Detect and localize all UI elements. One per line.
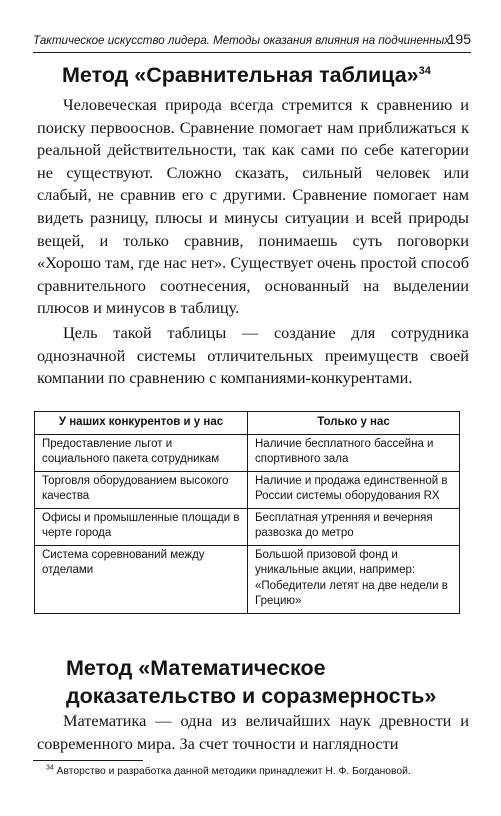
- running-head-title: Тактическое искусство лидера. Методы оказания влияния на подчиненных: [33, 34, 451, 47]
- footnote-text: Авторство и разработка данной методики принадлежит Н. Ф. Богдановой.: [53, 766, 411, 777]
- table-row: [35, 545, 460, 613]
- footnote-reference: 34: [418, 64, 431, 77]
- footnote-marker: 34: [46, 764, 54, 772]
- table-cell: Большой призовой фонд и уникальные акции, например: «Победители летят на две недели в Грецию»: [248, 545, 460, 613]
- comparison-table: [34, 411, 460, 614]
- table-row: [35, 508, 460, 545]
- header-divider: [33, 52, 471, 53]
- table-cell: Торговля оборудованием высокого качества: [35, 471, 248, 508]
- paragraph-mathematics: Математика — одна из величайших наук древности и современного мира. За счет точности и наглядности: [37, 711, 469, 753]
- table-cell: Офисы и промышленные площади в черте города: [35, 508, 248, 545]
- table-header-competitors-and-us: У наших конкурентов и у нас: [35, 412, 248, 435]
- table-cell: Бесплатная утренняя и вечерняя развозка до метро: [248, 508, 460, 545]
- table-header-row: [35, 412, 460, 435]
- section-heading-comparative-table: [62, 63, 431, 88]
- running-head: [33, 30, 471, 52]
- section-heading-math-proof: [66, 654, 436, 710]
- table-cell: Наличие и продажа единственной в России системы оборудования RX: [248, 471, 460, 508]
- footnote: [46, 766, 411, 777]
- table-cell: Предоставление льгот и социального пакета сотрудникам: [35, 434, 248, 471]
- table-cell: Система соревнований между отделами: [35, 545, 248, 613]
- section-heading-text: Метод «Сравнительная таблица»: [62, 63, 419, 87]
- section-heading-line: доказательство и соразмерность»: [66, 684, 437, 708]
- paragraph-intro: Человеческая природа всегда стремится к сравнению и поиску первооснов. Сравнение помогает нам приближаться к реальной действительности, так как сами по себе категории не существуют. Сложно сказать, сильный человек или слабый, не сравнив его с другими. Сравнение помогает нам видеть разницу, плюсы и минусы ситуации и всей природы вещей, и только сравнив, понимаешь суть поговорки «Хорошо там, где нас нет». Существует очень простой способ сравнительного соотнесения, основанный на выделении плюсов и минусов в таблицу.: [37, 95, 469, 318]
- table-header-only-us: Только у нас: [248, 412, 460, 435]
- footnote-divider: [33, 760, 143, 761]
- page-number: 195: [447, 31, 471, 47]
- section-heading-line: Метод «Математическое: [66, 656, 326, 680]
- table-row: [35, 434, 460, 471]
- table-row: [35, 471, 460, 508]
- paragraph-table-purpose: Цель такой таблицы — создание для сотрудника однозначной системы отличительных преимуществ своей компании по сравнению с компаниями-конкурентами.: [37, 323, 469, 388]
- table-cell: Наличие бесплатного бассейна и спортивного зала: [248, 434, 460, 471]
